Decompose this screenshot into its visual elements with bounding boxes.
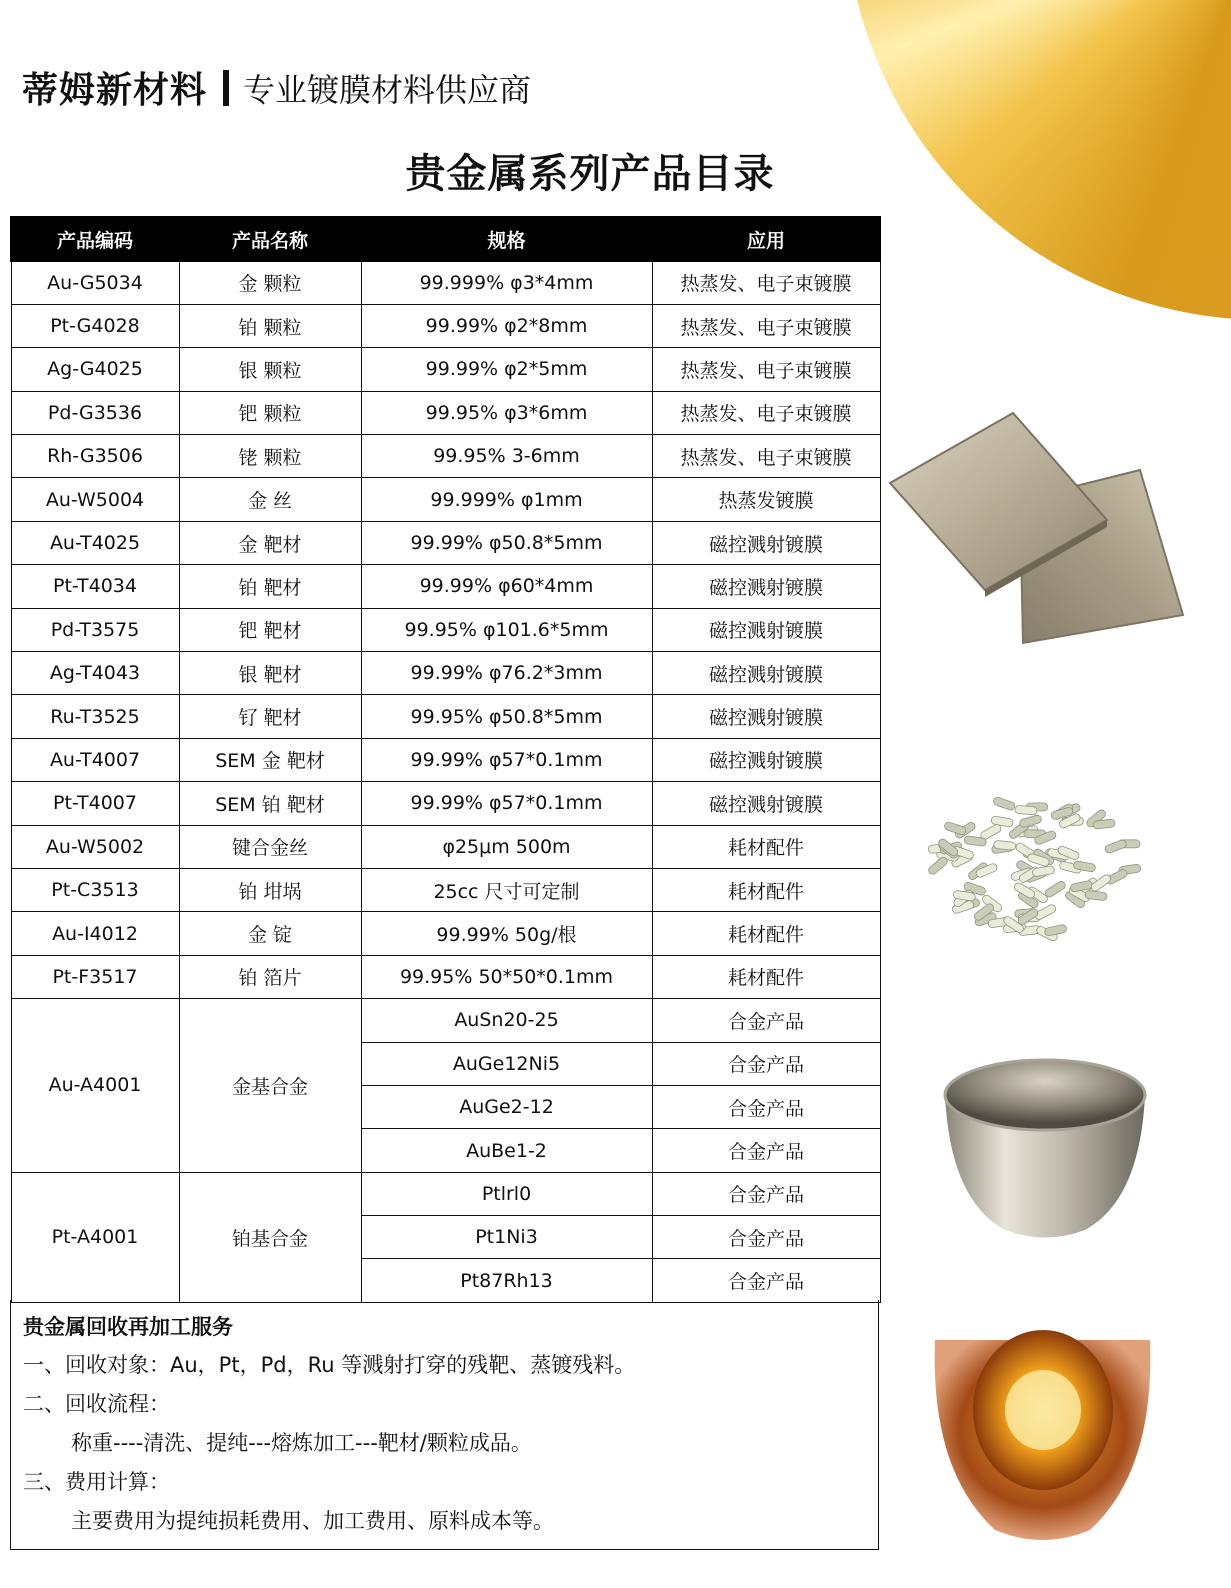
header-application: 应用 [652,217,880,261]
cell-spec: 99.99% φ50.8*5mm [361,521,652,564]
cell-spec: Pt87Rh13 [361,1259,652,1302]
cell-name: 钯 靶材 [179,608,361,651]
cell-spec: AuBe1-2 [361,1129,652,1172]
recycle-line-cost: 主要费用为提纯损耗费用、加工费用、原料成本等。 [71,1509,554,1533]
cell-code: Au-A4001 [11,999,179,1173]
cell-application: 合金产品 [652,1216,880,1259]
cell-application: 耗材配件 [652,912,880,955]
cell-spec: 99.95% φ50.8*5mm [361,695,652,738]
table-row [11,868,880,911]
table-row [11,521,880,564]
cell-name: SEM 铂 靶材 [179,782,361,825]
cell-application: 磁控溅射镀膜 [652,738,880,781]
cell-name: 银 靶材 [179,652,361,695]
cell-code: Au-G5034 [11,261,179,304]
cell-code: Pd-T3575 [11,608,179,651]
cell-spec: 25cc 尺寸可定制 [361,868,652,911]
cell-spec: 99.95% φ101.6*5mm [361,608,652,651]
cell-name: 键合金丝 [179,825,361,868]
cell-spec: 99.99% φ60*4mm [361,565,652,608]
cell-application: 耗材配件 [652,825,880,868]
cell-application: 热蒸发、电子束镀膜 [652,435,880,478]
copper-crucible-image [925,1300,1160,1545]
catalog-title: 贵金属系列产品目录 [405,151,775,197]
header-spec: 规格 [361,217,652,261]
cell-code: Pt-G4028 [11,304,179,347]
cell-spec: AuSn20-25 [361,999,652,1042]
cell-application: 热蒸发镀膜 [652,478,880,521]
cell-application: 热蒸发、电子束镀膜 [652,261,880,304]
table-header-row [11,217,880,261]
cell-application: 合金产品 [652,1259,880,1302]
gold-disc-image [845,0,1231,320]
cell-code: Pd-G3536 [11,391,179,434]
cell-application: 磁控溅射镀膜 [652,608,880,651]
cell-application: 磁控溅射镀膜 [652,565,880,608]
brand-header [22,62,531,113]
platinum-crucible-image [930,1050,1160,1250]
cell-application: 合金产品 [652,1129,880,1172]
cell-code: Pt-T4007 [11,782,179,825]
cell-spec: AuGe2-12 [361,1085,652,1128]
cell-application: 耗材配件 [652,868,880,911]
cell-application: 合金产品 [652,1085,880,1128]
cell-name: 钌 靶材 [179,695,361,738]
cell-spec: 99.99% φ57*0.1mm [361,738,652,781]
cell-application: 合金产品 [652,1042,880,1085]
recycle-section [10,1300,879,1550]
cell-application: 磁控溅射镀膜 [652,652,880,695]
header-name: 产品名称 [179,217,361,261]
cell-application: 热蒸发、电子束镀膜 [652,304,880,347]
cell-code: Pt-F3517 [11,955,179,998]
table-row [11,955,880,998]
recycle-title: 贵金属回收再加工服务 [23,1315,233,1339]
recycle-line-targets: 一、回收对象：Au，Pt，Pd，Ru 等溅射打穿的残靶、蒸镀残料。 [23,1353,636,1377]
cell-application: 合金产品 [652,999,880,1042]
recycle-line-process-label: 二、回收流程： [23,1392,170,1416]
header-code: 产品编码 [11,217,179,261]
cell-code: Rh-G3506 [11,435,179,478]
cell-spec: 99.99% 50g/根 [361,912,652,955]
brand-name: 蒂姆新材料 [22,70,208,111]
table-row [11,391,880,434]
cell-name: 铂 靶材 [179,565,361,608]
table-row [11,304,880,347]
table-row [11,912,880,955]
cell-spec: AuGe12Ni5 [361,1042,652,1085]
cell-code: Pt-A4001 [11,1172,179,1302]
cell-spec: φ25μm 500m [361,825,652,868]
cell-name: 钯 颗粒 [179,391,361,434]
cell-application: 合金产品 [652,1172,880,1215]
cell-spec: Ptlrl0 [361,1172,652,1215]
table-body [11,261,880,1302]
table-row [11,478,880,521]
cell-code: Au-W5004 [11,478,179,521]
silver-pellets-image [918,780,1158,955]
cell-name: 金 丝 [179,478,361,521]
cell-name: 铂基合金 [179,1172,361,1302]
cell-name: 金 靶材 [179,521,361,564]
cell-application: 磁控溅射镀膜 [652,782,880,825]
cell-application: 磁控溅射镀膜 [652,521,880,564]
cell-code: Ru-T3525 [11,695,179,738]
table-row [11,348,880,391]
cell-code: Ag-G4025 [11,348,179,391]
recycle-line-process: 称重----清洗、提纯---熔炼加工---靶材/颗粒成品。 [71,1431,532,1455]
cell-name: SEM 金 靶材 [179,738,361,781]
cell-application: 热蒸发、电子束镀膜 [652,391,880,434]
table-row [11,435,880,478]
cell-name: 金 锭 [179,912,361,955]
cell-name: 金基合金 [179,999,361,1173]
cell-name: 金 颗粒 [179,261,361,304]
cell-spec: 99.999% φ1mm [361,478,652,521]
cell-spec: 99.95% 50*50*0.1mm [361,955,652,998]
cell-name: 银 颗粒 [179,348,361,391]
cell-code: Pt-C3513 [11,868,179,911]
metal-sheets-image [885,375,1190,685]
brand-tagline: 专业镀膜材料供应商 [243,70,532,109]
cell-spec: 99.95% φ3*6mm [361,391,652,434]
cell-spec: 99.99% φ57*0.1mm [361,782,652,825]
table-row [11,261,880,304]
cell-spec: 99.99% φ2*8mm [361,304,652,347]
cell-name: 铑 颗粒 [179,435,361,478]
cell-code: Au-T4025 [11,521,179,564]
cell-code: Au-T4007 [11,738,179,781]
table-row [11,608,880,651]
cell-name: 铂 颗粒 [179,304,361,347]
table-row [11,825,880,868]
cell-spec: 99.999% φ3*4mm [361,261,652,304]
cell-application: 磁控溅射镀膜 [652,695,880,738]
table-row-alloy [11,999,880,1042]
table-row [11,738,880,781]
table-row [11,565,880,608]
cell-application: 热蒸发、电子束镀膜 [652,348,880,391]
cell-code: Au-W5002 [11,825,179,868]
cell-name: 铂 坩埚 [179,868,361,911]
product-table-container [10,216,880,1303]
table-row [11,652,880,695]
cell-code: Ag-T4043 [11,652,179,695]
cell-spec: 99.99% φ2*5mm [361,348,652,391]
cell-name: 铂 箔片 [179,955,361,998]
cell-application: 耗材配件 [652,955,880,998]
table-row [11,695,880,738]
cell-code: Au-I4012 [11,912,179,955]
table-row [11,782,880,825]
cell-code: Pt-T4034 [11,565,179,608]
table-row-alloy [11,1172,880,1215]
cell-spec: Pt1Ni3 [361,1216,652,1259]
recycle-line-cost-label: 三、费用计算： [23,1470,170,1494]
cell-spec: 99.95% 3-6mm [361,435,652,478]
brand-divider [223,70,229,106]
product-table [10,216,881,1303]
cell-spec: 99.99% φ76.2*3mm [361,652,652,695]
